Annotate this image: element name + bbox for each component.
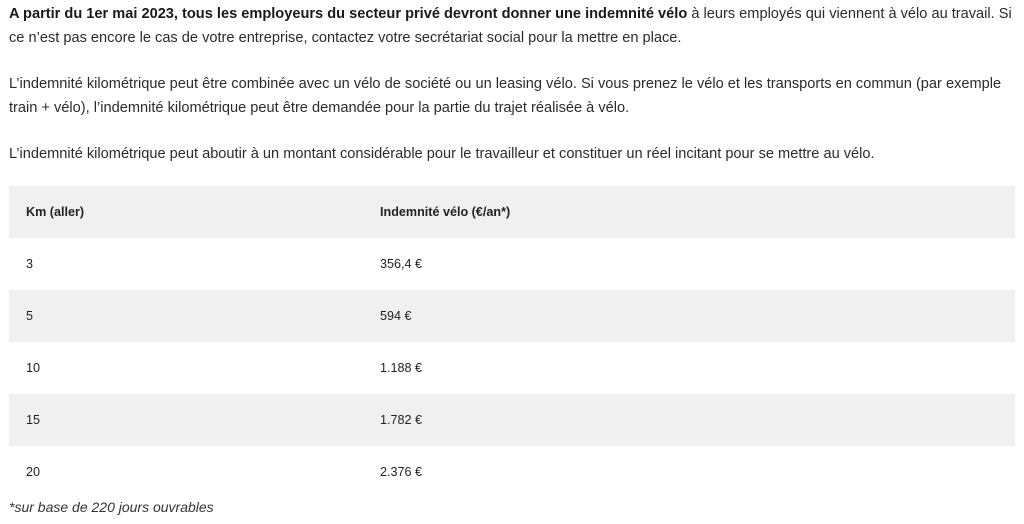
cell-km: 5 xyxy=(26,309,34,323)
cell-km: 3 xyxy=(26,257,34,271)
table-row xyxy=(9,394,1015,446)
intro-rest: à leurs employés qui viennent à vélo au travail. Si ce n’est pas encore le cas de votre entreprise, contactez votre secrétariat social pour la mettre en place. xyxy=(9,6,1012,46)
cell-indemnity: 1.188 € xyxy=(380,361,423,375)
table-footnote: *sur base de 220 jours ouvrables xyxy=(9,499,214,515)
intro-bold-lead: A partir du 1er mai 2023, tous les employeurs du secteur privé devront donner une indemnité vélo xyxy=(9,6,688,22)
cell-indemnity: 2.376 € xyxy=(380,465,423,479)
table-row xyxy=(9,342,1015,394)
table-row xyxy=(9,238,1015,290)
cell-km: 20 xyxy=(26,465,41,479)
cell-indemnity: 594 € xyxy=(380,309,412,323)
table-header-row xyxy=(9,186,1015,238)
table-row xyxy=(9,290,1015,342)
cell-km: 15 xyxy=(26,413,41,427)
cell-indemnity: 356,4 € xyxy=(380,257,423,271)
cell-km: 10 xyxy=(26,361,41,375)
indemnity-table xyxy=(9,186,1015,498)
combination-paragraph: L’indemnité kilométrique peut être combinée avec un vélo de société ou un leasing vélo. Si vous prenez le vélo et les transports en commun (par exemple train + vélo), l’indemnité kilométrique peut être demandée pour la partie du trajet réalisée à vélo. xyxy=(9,76,1002,116)
header-indemnity: Indemnité vélo (€/an*) xyxy=(380,205,511,219)
intro-paragraph xyxy=(9,2,1015,50)
cell-indemnity: 1.782 € xyxy=(380,413,423,427)
header-km: Km (aller) xyxy=(26,205,85,219)
incentive-paragraph: L’indemnité kilométrique peut aboutir à un montant considérable pour le travailleur et constituer un réel incitant pour se mettre au vélo. xyxy=(9,146,875,162)
table-row xyxy=(9,446,1015,498)
